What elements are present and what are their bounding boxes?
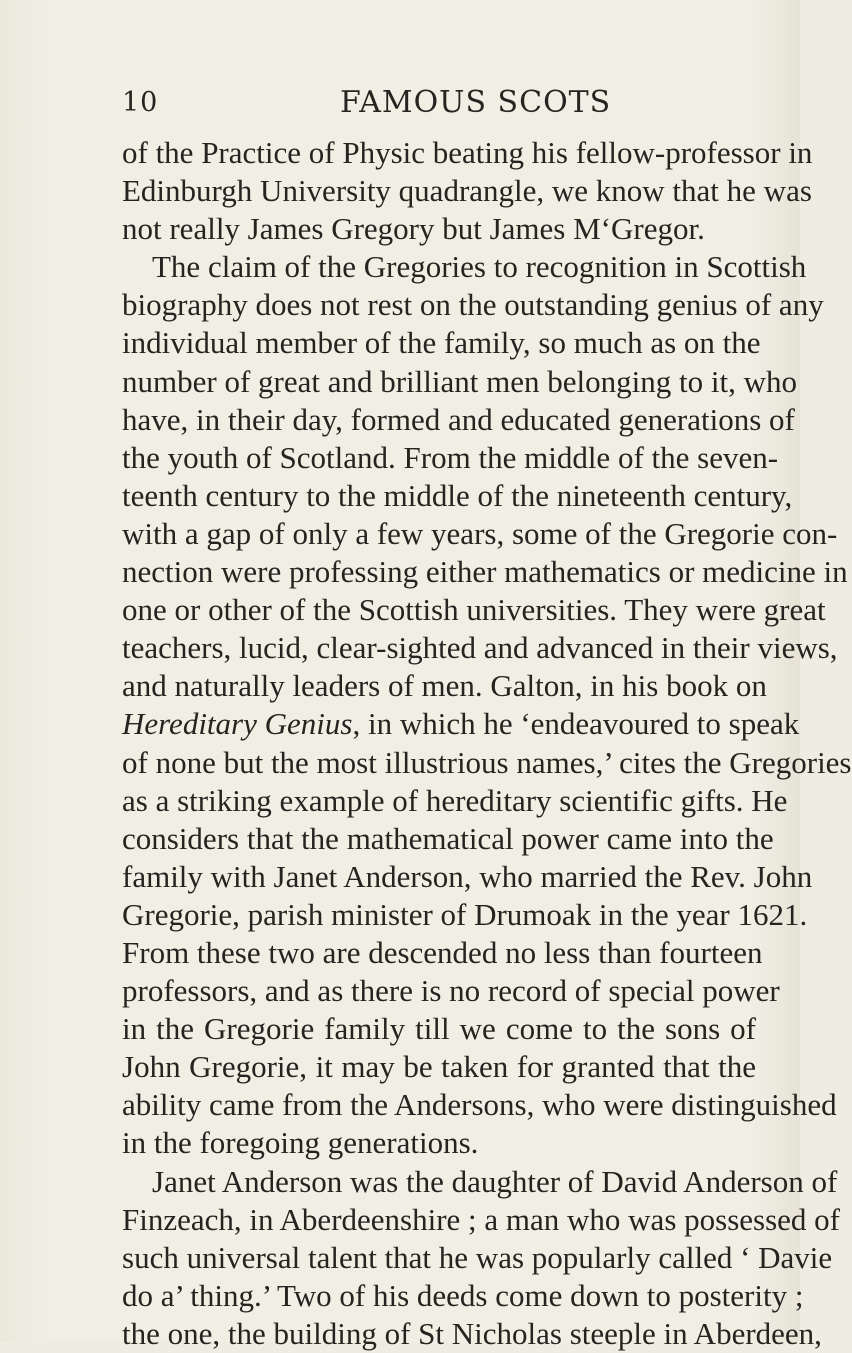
text-line — [122, 1277, 804, 1315]
text-line — [122, 744, 852, 782]
text-segment: number of great and brilliant men belonging to it, who — [122, 363, 797, 399]
text-segment: biography does not rest on the outstanding genius of any — [122, 287, 824, 323]
text-line — [122, 896, 808, 934]
text-line — [122, 286, 824, 324]
text-line — [122, 515, 838, 553]
text-line — [122, 629, 838, 667]
text-segment: such universal talent that he was popularly called ‘ Davie — [122, 1239, 833, 1275]
text-line — [122, 667, 767, 705]
text-line — [122, 248, 807, 286]
running-title: FAMOUS SCOTS — [340, 85, 612, 120]
text-segment: nection were professing either mathematics or medicine in — [122, 554, 848, 590]
text-line — [122, 705, 800, 743]
text-line — [122, 363, 797, 401]
text-line — [122, 172, 812, 210]
text-segment: ability came from the Andersons, who were distinguished — [122, 1087, 837, 1123]
text-line — [122, 401, 795, 439]
text-segment: have, in their day, formed and educated generations of — [122, 401, 795, 437]
text-segment: one or other of the Scottish universities. They were great — [122, 592, 826, 628]
text-segment: and naturally leaders of men. Galton, in his book on — [122, 668, 767, 704]
text-line — [122, 1315, 822, 1353]
text-segment: the one, the building of St Nicholas steeple in Aberdeen, — [122, 1315, 822, 1351]
text-segment: From these two are descended no less than fourteen — [122, 934, 763, 970]
text-segment: with a gap of only a few years, some of the Gregorie con- — [122, 515, 838, 551]
text-segment: , in which he ‘endeavoured to speak — [352, 706, 800, 742]
text-line — [122, 477, 793, 515]
text-segment: professors, and as there is no record of special power — [122, 973, 780, 1009]
body-text — [122, 134, 852, 1353]
text-segment: of none but the most illustrious names,’ cites the Gregories — [122, 744, 852, 780]
page-number: 10 — [122, 87, 159, 118]
text-line — [122, 1201, 840, 1239]
text-segment: considers that the mathematical power came into the — [122, 820, 774, 856]
text-line — [122, 439, 779, 477]
text-line — [122, 1124, 756, 1162]
italic-title: Hereditary Genius — [122, 706, 353, 742]
text-segment: do a’ thing.’ Two of his deeds come down to posterity ; — [122, 1277, 804, 1313]
text-segment: in the foregoing generations. — [122, 1125, 479, 1161]
text-segment: teachers, lucid, clear-sighted and advanced in their views, — [122, 630, 838, 666]
text-segment: The claim of the Gregories to recognition in Scottish — [152, 249, 807, 285]
text-line — [122, 972, 780, 1010]
text-line — [122, 1048, 756, 1086]
text-segment: of the Practice of Physic beating his fellow-professor in — [122, 135, 813, 170]
text-segment: individual member of the family, so much as on the — [122, 325, 761, 361]
text-segment: in the Gregorie family till we come to the sons of — [122, 1011, 756, 1047]
text-line — [122, 134, 813, 172]
text-line — [122, 591, 826, 629]
running-head — [0, 85, 800, 125]
text-segment: Janet Anderson was the daughter of David Anderson of — [152, 1163, 838, 1199]
text-line — [122, 1086, 837, 1124]
text-segment: Edinburgh University quadrangle, we know that he was — [122, 173, 812, 209]
text-line — [122, 1010, 756, 1048]
text-segment: Finzeach, in Aberdeenshire ; a man who was possessed of — [122, 1201, 840, 1237]
text-segment: the youth of Scotland. From the middle of the seven- — [122, 439, 779, 475]
text-segment: family with Janet Anderson, who married the Rev. John — [122, 858, 813, 894]
text-line — [122, 210, 756, 248]
text-segment: John Gregorie, it may be taken for granted that the — [122, 1049, 756, 1085]
text-line — [122, 1163, 838, 1201]
text-segment: teenth century to the middle of the nineteenth century, — [122, 477, 793, 513]
text-segment: as a striking example of hereditary scientific gifts. He — [122, 782, 788, 818]
text-line — [122, 858, 813, 896]
text-line — [122, 324, 761, 362]
text-segment: not really James Gregory but James M‘Gregor. — [122, 211, 705, 247]
text-line — [122, 820, 774, 858]
text-line — [122, 934, 763, 972]
text-line — [122, 782, 788, 820]
text-segment: Gregorie, parish minister of Drumoak in the year 1621. — [122, 896, 808, 932]
text-line — [122, 553, 848, 591]
text-line — [122, 1239, 833, 1277]
